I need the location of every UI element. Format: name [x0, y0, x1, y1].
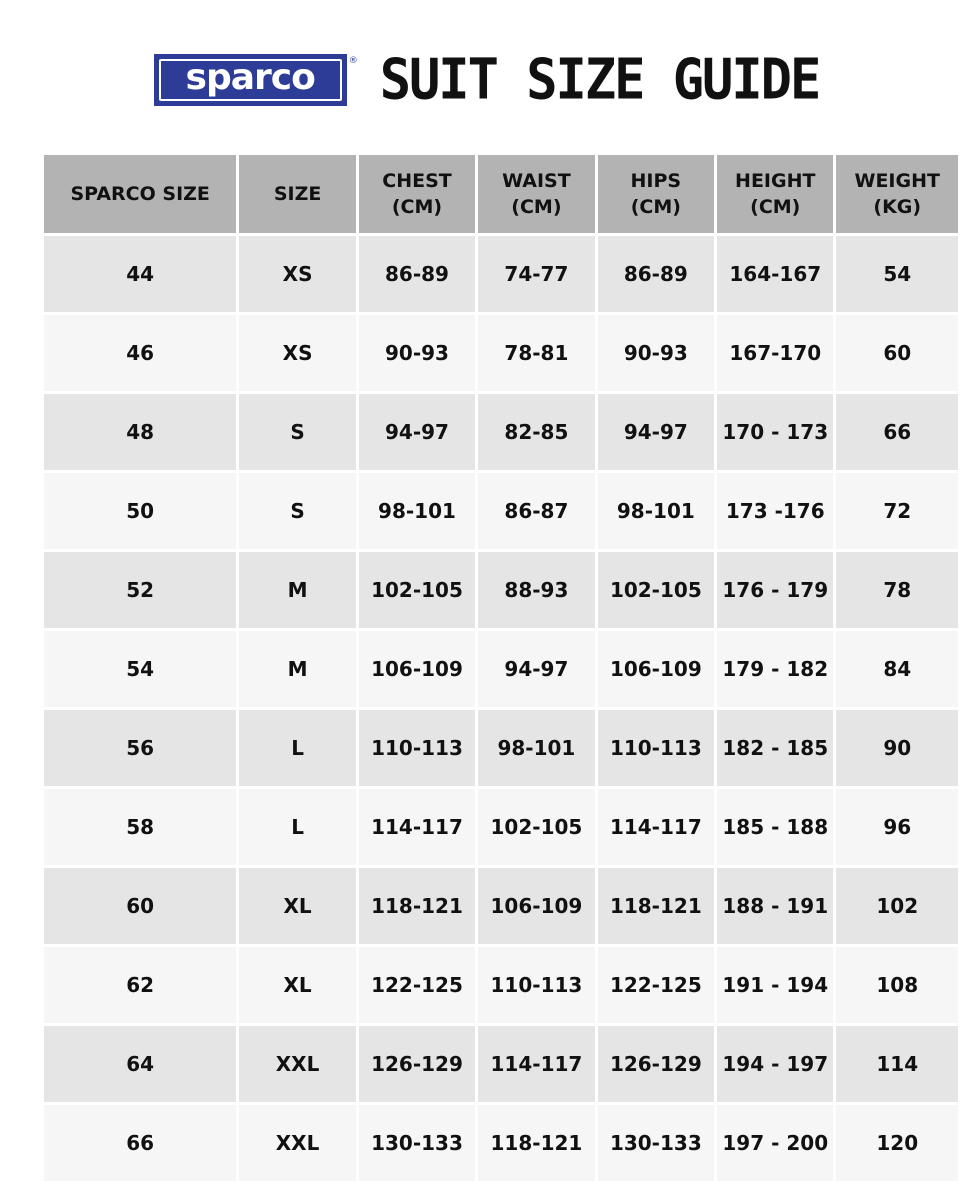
chest-cell: 130-133	[359, 1105, 475, 1181]
sparco-size-cell: 46	[44, 315, 236, 391]
table-row	[44, 789, 958, 865]
chest-cell: 94-97	[359, 394, 475, 470]
weight-cell: 120	[836, 1105, 958, 1181]
column-header-sparco-size: SPARCO SIZE	[44, 155, 236, 233]
waist-cell: 106-109	[478, 868, 594, 944]
waist-cell: 110-113	[478, 947, 594, 1023]
height-cell: 182 - 185	[717, 710, 833, 786]
chest-cell: 102-105	[359, 552, 475, 628]
sparco-size-cell: 58	[44, 789, 236, 865]
size-cell: XXL	[239, 1026, 355, 1102]
table-row	[44, 315, 958, 391]
table-row	[44, 868, 958, 944]
sparco-size-cell: 52	[44, 552, 236, 628]
weight-cell: 96	[836, 789, 958, 865]
size-cell: XL	[239, 868, 355, 944]
chest-cell: 110-113	[359, 710, 475, 786]
hips-cell: 98-101	[598, 473, 714, 549]
sparco-logo	[154, 54, 358, 106]
waist-cell: 94-97	[478, 631, 594, 707]
hips-cell: 102-105	[598, 552, 714, 628]
column-header-waist: WAIST (CM)	[478, 155, 594, 233]
weight-cell: 114	[836, 1026, 958, 1102]
sparco-size-cell: 60	[44, 868, 236, 944]
size-cell: S	[239, 473, 355, 549]
waist-cell: 114-117	[478, 1026, 594, 1102]
size-cell: XXL	[239, 1105, 355, 1181]
hips-cell: 106-109	[598, 631, 714, 707]
column-header-weight: WEIGHT (KG)	[836, 155, 958, 233]
waist-cell: 82-85	[478, 394, 594, 470]
hips-cell: 94-97	[598, 394, 714, 470]
size-guide-table	[41, 152, 961, 1184]
hips-cell: 122-125	[598, 947, 714, 1023]
logo-badge	[154, 54, 347, 106]
height-cell: 197 - 200	[717, 1105, 833, 1181]
height-cell: 185 - 188	[717, 789, 833, 865]
registered-mark: ®	[348, 56, 358, 66]
sparco-size-cell: 48	[44, 394, 236, 470]
table-row	[44, 1105, 958, 1181]
chest-cell: 118-121	[359, 868, 475, 944]
weight-cell: 60	[836, 315, 958, 391]
weight-cell: 108	[836, 947, 958, 1023]
chest-cell: 122-125	[359, 947, 475, 1023]
weight-cell: 54	[836, 236, 958, 312]
size-cell: M	[239, 631, 355, 707]
sparco-size-cell: 50	[44, 473, 236, 549]
sparco-size-cell: 54	[44, 631, 236, 707]
waist-cell: 78-81	[478, 315, 594, 391]
weight-cell: 84	[836, 631, 958, 707]
table-row	[44, 710, 958, 786]
height-cell: 176 - 179	[717, 552, 833, 628]
sparco-size-cell: 66	[44, 1105, 236, 1181]
height-cell: 173 -176	[717, 473, 833, 549]
height-cell: 191 - 194	[717, 947, 833, 1023]
chest-cell: 90-93	[359, 315, 475, 391]
page-header	[0, 47, 973, 113]
page-title: SUIT SIZE GUIDE	[379, 47, 820, 113]
height-cell: 170 - 173	[717, 394, 833, 470]
waist-cell: 118-121	[478, 1105, 594, 1181]
weight-cell: 90	[836, 710, 958, 786]
size-cell: L	[239, 789, 355, 865]
table-row	[44, 631, 958, 707]
table-header-row	[44, 155, 958, 233]
size-cell: L	[239, 710, 355, 786]
size-cell: XL	[239, 947, 355, 1023]
hips-cell: 118-121	[598, 868, 714, 944]
waist-cell: 74-77	[478, 236, 594, 312]
weight-cell: 102	[836, 868, 958, 944]
table-row	[44, 473, 958, 549]
logo-text: sparco	[185, 57, 315, 98]
table-row	[44, 947, 958, 1023]
table-row	[44, 394, 958, 470]
chest-cell: 98-101	[359, 473, 475, 549]
waist-cell: 88-93	[478, 552, 594, 628]
size-cell: M	[239, 552, 355, 628]
chest-cell: 106-109	[359, 631, 475, 707]
waist-cell: 86-87	[478, 473, 594, 549]
table-row	[44, 1026, 958, 1102]
height-cell: 164-167	[717, 236, 833, 312]
hips-cell: 130-133	[598, 1105, 714, 1181]
weight-cell: 78	[836, 552, 958, 628]
hips-cell: 114-117	[598, 789, 714, 865]
table-row	[44, 552, 958, 628]
sparco-size-cell: 62	[44, 947, 236, 1023]
table-row	[44, 236, 958, 312]
size-cell: XS	[239, 315, 355, 391]
weight-cell: 66	[836, 394, 958, 470]
waist-cell: 102-105	[478, 789, 594, 865]
size-cell: XS	[239, 236, 355, 312]
height-cell: 167-170	[717, 315, 833, 391]
sparco-size-cell: 64	[44, 1026, 236, 1102]
hips-cell: 90-93	[598, 315, 714, 391]
waist-cell: 98-101	[478, 710, 594, 786]
column-header-hips: HIPS (CM)	[598, 155, 714, 233]
height-cell: 188 - 191	[717, 868, 833, 944]
chest-cell: 114-117	[359, 789, 475, 865]
column-header-size: SIZE	[239, 155, 355, 233]
hips-cell: 110-113	[598, 710, 714, 786]
column-header-height: HEIGHT (CM)	[717, 155, 833, 233]
chest-cell: 126-129	[359, 1026, 475, 1102]
size-cell: S	[239, 394, 355, 470]
weight-cell: 72	[836, 473, 958, 549]
chest-cell: 86-89	[359, 236, 475, 312]
hips-cell: 126-129	[598, 1026, 714, 1102]
column-header-chest: CHEST (CM)	[359, 155, 475, 233]
sparco-size-cell: 56	[44, 710, 236, 786]
table-body	[44, 236, 958, 1181]
hips-cell: 86-89	[598, 236, 714, 312]
height-cell: 179 - 182	[717, 631, 833, 707]
height-cell: 194 - 197	[717, 1026, 833, 1102]
sparco-size-cell: 44	[44, 236, 236, 312]
